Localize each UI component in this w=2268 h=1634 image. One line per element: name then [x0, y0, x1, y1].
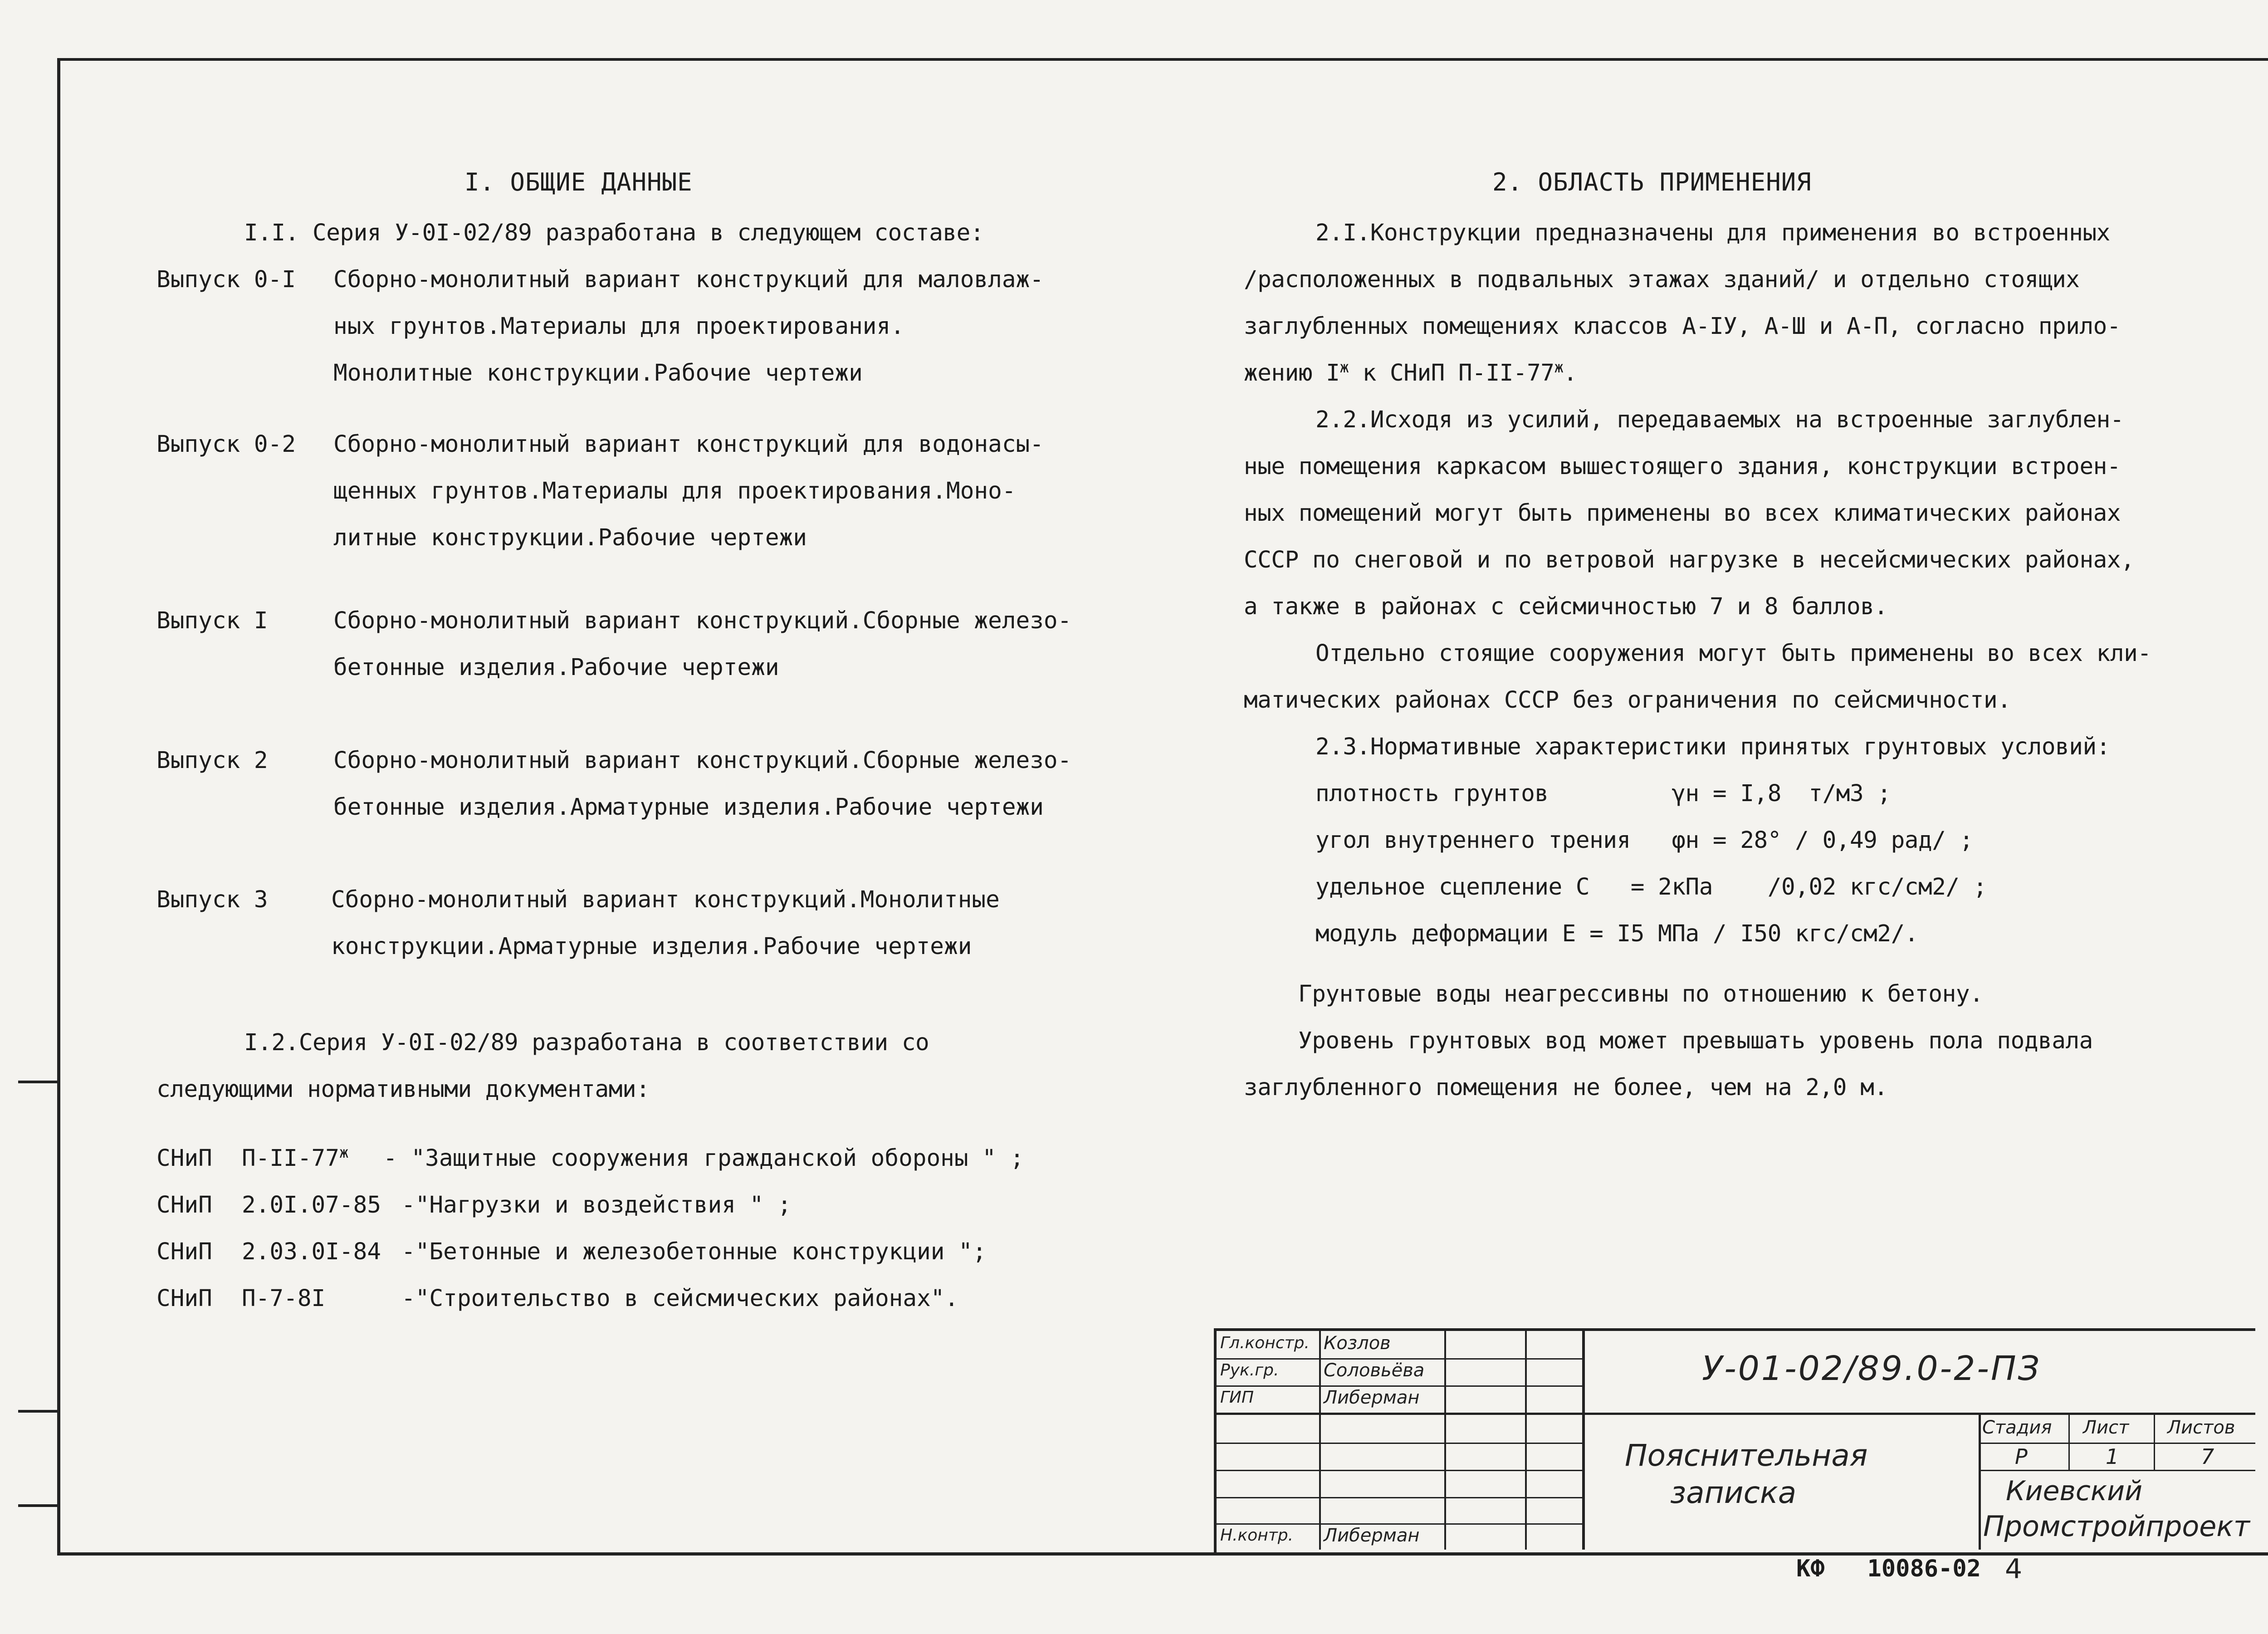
norm-doc-code: СНиП [156, 1238, 212, 1265]
paragraph-2-3-title: 2.3.Нормативные характеристики принятых грунтовых условий: [1315, 734, 2110, 760]
release-line: щенных грунтов.Материалы для проектирования.Моно- [333, 478, 1016, 504]
release-label: Выпуск 3 [156, 886, 268, 913]
stamp-role: Рук.гр. [1220, 1361, 1279, 1380]
paragraph-2-2-line: а также в районах с сейсмичностью 7 и 8 баллов. [1244, 593, 1888, 620]
norm-doc-title: -"Строительство в сейсмических районах". [401, 1285, 959, 1312]
paragraph-1-2-line: следующими нормативными документами: [156, 1076, 650, 1103]
release-line: Сборно-монолитный вариант конструкций.Сборные железо- [333, 747, 1072, 774]
norm-doc-superscript: ж [339, 1144, 349, 1162]
soil-characteristic: удельное сцепление С = 2кПа /0,02 кгс/см2/ ; [1315, 874, 1987, 900]
stage-value: Р [2015, 1444, 2028, 1469]
stamp-name: Соловьёва [1324, 1360, 1425, 1381]
intro-line: I.I. Серия У-0I-02/89 разработана в следующем составе: [244, 220, 984, 246]
release-label: Выпуск 0-2 [156, 431, 296, 458]
stamp-role: Н.контр. [1220, 1526, 1294, 1545]
stamp-name: Либерман [1324, 1387, 1420, 1408]
release-line: ных грунтов.Материалы для проектирования. [333, 313, 904, 340]
sheets-label: Листов [2167, 1417, 2235, 1438]
norm-doc-number-text: П-II-77 [242, 1145, 339, 1172]
section-title-application: 2. ОБЛАСТЬ ПРИМЕНЕНИЯ [1492, 168, 1812, 196]
stamp-role: ГИП [1220, 1388, 1254, 1407]
release-line: бетонные изделия.Рабочие чертежи [333, 654, 779, 681]
superscript: ж [1339, 358, 1349, 377]
release-label: Выпуск 0-I [156, 266, 296, 293]
sheets-value: 7 [2201, 1444, 2214, 1469]
text-fragment: к СНиП П-II-77 [1349, 360, 1554, 386]
groundwater-line: Уровень грунтовых вод может превышать уровень пола подвала [1298, 1027, 2093, 1054]
paragraph-2-1-last-line [1244, 350, 1577, 396]
groundwater-line: заглубленного помещения не более, чем на 2,0 м. [1244, 1074, 1888, 1101]
release-line: Сборно-монолитный вариант конструкций.Сборные железо- [333, 607, 1072, 634]
release-line: литные конструкции.Рабочие чертежи [333, 524, 807, 551]
document-designation: У-01-02/89.0-2-ПЗ [1702, 1349, 2042, 1388]
norm-doc-number: 2.0I.07-85 [242, 1192, 381, 1218]
document-title: Пояснительная [1625, 1438, 1868, 1473]
release-line: конструкции.Арматурные изделия.Рабочие чертежи [331, 933, 972, 960]
document-title: записка [1670, 1475, 1797, 1510]
paragraph-2-1-line: заглубленных помещениях классов А-IУ, А-Ш и А-П, согласно прило- [1244, 313, 2121, 340]
organization-name: Промстройпроект [1983, 1510, 2250, 1543]
stamp-name: Козлов [1324, 1333, 1391, 1354]
norm-doc-title: -"Нагрузки и воздействия " ; [401, 1192, 792, 1218]
paragraph-2-1-line: /расположенных в подвальных этажах зданий/ и отдельно стоящих [1244, 266, 2080, 293]
superscript: ж [1554, 358, 1564, 377]
title-block [1214, 1328, 2255, 1552]
release-line: Сборно-монолитный вариант конструкций для маловлаж- [333, 266, 1044, 293]
paragraph-separate-line: матических районах СССР без ограничения по сейсмичности. [1244, 687, 2011, 714]
norm-doc-number: 2.03.0I-84 [242, 1238, 381, 1265]
paragraph-1-2-line: I.2.Серия У-0I-02/89 разработана в соответствии со [244, 1029, 929, 1056]
release-label: Выпуск 2 [156, 747, 268, 774]
norm-doc-number: П-7-8I [242, 1285, 326, 1312]
release-line: Монолитные конструкции.Рабочие чертежи [333, 360, 863, 386]
text-fragment: жению I [1244, 360, 1340, 386]
release-line: Сборно-монолитный вариант конструкций для водонасы- [333, 431, 1044, 458]
norm-doc-title: - "Защитные сооружения гражданской обороны " ; [383, 1145, 1024, 1172]
section-title-general: I. ОБЩИЕ ДАННЫЕ [464, 168, 693, 196]
paragraph-2-2-line: ных помещений могут быть применены во всех климатических районах [1244, 500, 2121, 527]
archive-code: КФ 10086-02 [1796, 1555, 1981, 1582]
norm-doc-title: -"Бетонные и железобетонные конструкции "; [401, 1238, 987, 1265]
text-fragment: . [1563, 360, 1577, 386]
organization-name: Киевский [2006, 1475, 2143, 1507]
soil-characteristic: угол внутреннего трения φн = 28° / 0,49 рад/ ; [1315, 827, 1973, 854]
sheet-label: Лист [2083, 1417, 2129, 1438]
release-label: Выпуск I [156, 607, 268, 634]
paragraph-2-1-line: 2.I.Конструкции предназначены для применения во встроенных [1315, 220, 2110, 246]
stamp-name: Либерман [1324, 1525, 1420, 1546]
archive-page-number: 4 [2005, 1553, 2023, 1585]
norm-doc-code: СНиП [156, 1285, 212, 1312]
norm-doc-code: СНиП [156, 1145, 212, 1172]
norm-doc-code: СНиП [156, 1192, 212, 1218]
groundwater-line: Грунтовые воды неагрессивны по отношению к бетону. [1298, 981, 1984, 1008]
stage-label: Стадия [1982, 1417, 2052, 1438]
stamp-role: Гл.констр. [1220, 1334, 1310, 1352]
sheet-value: 1 [2106, 1444, 2119, 1469]
release-line: Сборно-монолитный вариант конструкций.Монолитные [331, 886, 1000, 913]
release-line: бетонные изделия.Арматурные изделия.Рабочие чертежи [333, 794, 1044, 821]
paragraph-separate-line: Отдельно стоящие сооружения могут быть применены во всех кли- [1315, 640, 2151, 667]
paragraph-2-2-line: СССР по снеговой и по ветровой нагрузке в несейсмических районах, [1244, 547, 2135, 573]
soil-characteristic: модуль деформации Е = I5 МПа / I50 кгс/см2/. [1315, 920, 1919, 947]
soil-characteristic: плотность грунтов γн = I,8 т/м3 ; [1315, 780, 1891, 807]
norm-doc-number [242, 1135, 348, 1182]
paragraph-2-2-line: 2.2.Исходя из усилий, передаваемых на встроенные заглублен- [1315, 406, 2124, 433]
paragraph-2-2-line: ные помещения каркасом вышестоящего здания, конструкции встроен- [1244, 453, 2121, 480]
